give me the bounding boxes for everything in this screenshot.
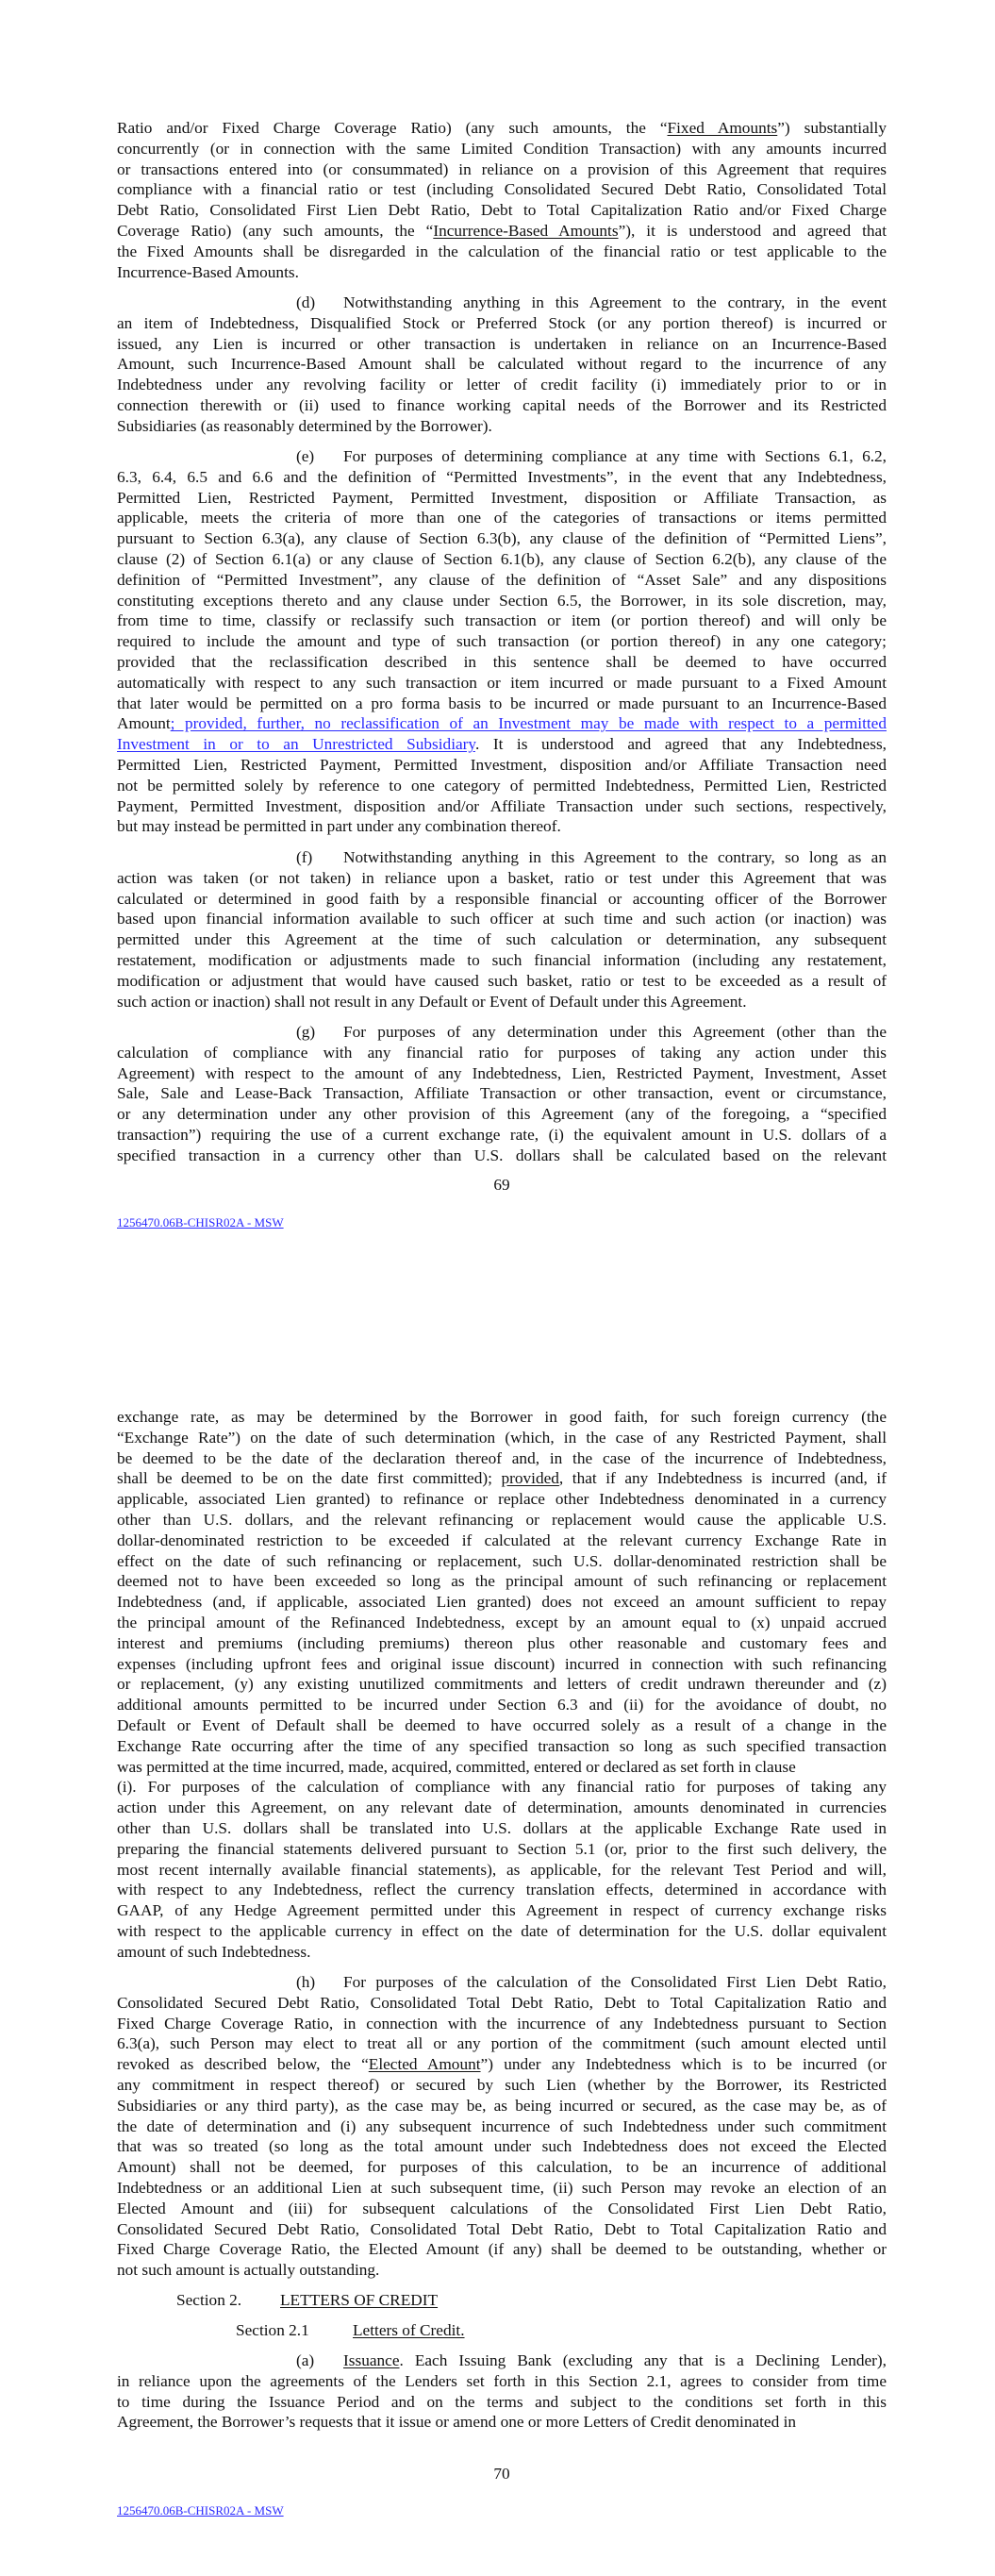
page-number: 69 [493, 1176, 510, 1194]
text-line [117, 1972, 887, 1993]
text-line [117, 611, 887, 631]
line-text: additional amounts permitted to be incurred under Section 6.3 and (ii) for the avoidance of doubt, no [117, 1696, 887, 1715]
text-line [117, 1063, 887, 1084]
line-text: issued, any Lien is incurred or other transaction is undertaken in reliance on an Incurrence-Based [117, 334, 887, 353]
line-text: . Each Issuing Bank (excluding any that is a Declining Lender), [399, 2351, 887, 2369]
line-text: to time during the Issuance Period and on the terms and subject to the conditions set forth in this [117, 2392, 887, 2411]
text-line [117, 395, 887, 416]
text-line [117, 796, 887, 817]
line-text: 6.3(a), such Person may elect to treat all or any portion of the commitment (such amount elected until [117, 2034, 887, 2053]
text-line [117, 159, 887, 180]
text-line [117, 950, 887, 971]
line-text: action under this Agreement, on any relevant date of determination, amounts denominated in currencies [117, 1798, 887, 1817]
text-line [117, 1736, 887, 1757]
text-line [117, 992, 887, 1012]
document-id-footer-link[interactable]: 1256470.06B-CHISR02A - MSW [117, 2503, 284, 2517]
line-text: Ratio and/or Fixed Charge Coverage Ratio) (any such amounts, the “ [117, 119, 668, 137]
text-line [117, 200, 887, 221]
text-line [117, 755, 887, 776]
line-text: or any determination under any other provision of this Agreement (any of the foregoing, a “specified [117, 1105, 887, 1124]
line-text: with respect to the applicable currency in effect on the date of determination for the U.S. dollar equivalent [117, 1921, 887, 1940]
line-text: ”) substantially [777, 119, 887, 137]
line-text: or transactions entered into (or consummated) in reliance on a provision of this Agreement that requires [117, 159, 887, 178]
paragraph-h [117, 1972, 887, 2281]
document-id-footer-link[interactable]: 1256470.06B-CHISR02A - MSW [117, 1215, 284, 1229]
text-line [117, 1654, 887, 1675]
text-line [117, 242, 887, 262]
section-number: Section 2.1 [236, 2321, 309, 2339]
line-text: based upon financial information available to such officer at such time and such action (or inaction) was [117, 910, 887, 928]
inserted-text-link[interactable]: ; provided, further, no reclassification of an Investment may be made with respect to a permitted [170, 714, 887, 733]
text-line [117, 446, 887, 467]
line-text: other than U.S. dollars shall be translated into U.S. dollars at the applicable Exchange Rate used in [117, 1818, 887, 1837]
text-line [117, 2178, 887, 2199]
line-text: applicable, meets the criteria of more than one of the categories of transactions or items permitted [117, 509, 887, 527]
line-text: Indebtedness (and, if applicable, associated Lien granted) does not exceed an amount sufficient to repay [117, 1593, 887, 1612]
line-text: For purposes of any determination under this Agreement (other than the [343, 1023, 887, 1041]
line-text: Consolidated Secured Debt Ratio, Consolidated Total Debt Ratio, Debt to Total Capitalization Ratio and [117, 2219, 887, 2238]
line-text: expenses (including upfront fees and original issue discount) incurred in connection with such refinancing [117, 1654, 887, 1673]
text-line [117, 1592, 887, 1613]
text-line [117, 2199, 887, 2219]
text-line [117, 1777, 887, 1798]
line-text: Notwithstanding anything in this Agreement to the contrary, so long as an [343, 848, 887, 866]
line-text: an item of Indebtedness, Disqualified Stock or Preferred Stock (or any portion thereof) is incurred or [117, 313, 887, 332]
text-line [117, 2157, 887, 2178]
text-line [117, 909, 887, 929]
line-text: Subsidiaries (as reasonably determined by the Borrower). [117, 416, 492, 435]
text-line [117, 179, 887, 200]
text-line [117, 1674, 887, 1695]
line-text: Permitted Lien, Restricted Payment, Permitted Investment, disposition or Affiliate Transaction, as [117, 488, 887, 507]
text-line [117, 1993, 887, 2014]
text-line [117, 1942, 887, 1963]
line-text: definition of “Permitted Investment”, any clause of the definition of “Asset Sale” and any dispositions [117, 570, 887, 589]
line-text: transaction”) requiring the use of a current exchange rate, (i) the equivalent amount in U.S. dollars of a [117, 1125, 887, 1144]
paragraph-continued [117, 1407, 887, 1963]
line-text: Elected Amount and (iii) for subsequent calculations of the Consolidated First Lien Debt Ratio, [117, 2199, 887, 2217]
line-text: Amount, such Incurrence-Based Amount shall be calculated without regard to the incurrence of any [117, 355, 887, 374]
line-text: not be permitted solely by reference to one category of permitted Indebtedness, Permitted Lien, Restricted [117, 776, 887, 795]
text-line [117, 591, 887, 611]
line-text: interest and premiums (including premiums) thereon plus other reasonable and customary fees and [117, 1633, 887, 1652]
line-text: Default or Event of Default shall be deemed to have occurred solely as a result of a change in the [117, 1715, 887, 1734]
line-text: constituting exceptions thereto and any clause under Section 6.5, the Borrower, in its sole discretion, may, [117, 591, 887, 610]
text-line [117, 549, 887, 570]
line-text: exchange rate, as may be determined by the Borrower in good faith, for such foreign currency (the [117, 1408, 887, 1426]
text-line [117, 1468, 887, 1489]
line-text: from time to time, classify or reclassify such transaction or item (or portion thereof) and will only be [117, 611, 887, 630]
line-text: Coverage Ratio) (any such amounts, the “ [117, 221, 434, 240]
paragraph-label: (d) [296, 293, 316, 311]
text-line [117, 2096, 887, 2116]
line-text: For purposes of the calculation of the Consolidated First Lien Debt Ratio, [343, 1973, 887, 1991]
line-text: Amount) shall not be deemed, for purposes of this calculation, to be an incurrence of additional [117, 2158, 887, 2177]
line-text: required to include the amount and type of such transaction (or portion thereof) in any one category; [117, 632, 887, 651]
line-text: not such amount is actually outstanding. [117, 2261, 380, 2280]
line-text: Sale, Sale and Lease-Back Transaction, Affiliate Transaction or other transaction, event or circumstance, [117, 1084, 887, 1103]
line-text: preparing the financial statements delivered pursuant to Section 5.1 (or, prior to the first such delivery, the [117, 1839, 887, 1858]
text-line [117, 1715, 887, 1736]
paragraph-label: (g) [296, 1023, 316, 1041]
text-line [117, 713, 887, 734]
line-text: clause (2) of Section 6.1(a) or any clause of Section 6.1(b), any clause of Section 6.2(b), any clause of the [117, 549, 887, 568]
text-line [117, 1818, 887, 1839]
line-text: Fixed Charge Coverage Ratio, the Elected Amount (if any) shall be deemed to be outstanding, whether or [117, 2240, 887, 2259]
line-text: Payment, Permitted Investment, disposition and/or Affiliate Transaction under such sections, respectively, [117, 796, 887, 815]
line-text: modification or adjustment that would have caused such basket, ratio or test to be exceeded as a result of [117, 971, 887, 990]
line-text: effect on the date of such refinancing or replacement, such U.S. dollar-denominated restriction shall be [117, 1551, 887, 1570]
text-line [117, 1571, 887, 1592]
text-line [117, 1880, 887, 1900]
line-text: that later would be permitted on a pro forma basis to be incurred or made pursuant to an Incurrence-Based [117, 694, 887, 712]
text-line [117, 868, 887, 889]
text-line [117, 2350, 887, 2371]
text-line [117, 1489, 887, 1510]
line-text: amount of such Indebtedness. [117, 1942, 311, 1961]
paragraph-continued [117, 118, 887, 282]
text-line [117, 1900, 887, 1921]
text-line [117, 2014, 887, 2034]
line-text: , that if any Indebtedness is incurred (and, if [558, 1469, 887, 1488]
line-text: GAAP, of any Hedge Agreement permitted under this Agreement in respect of currency exchange risks [117, 1901, 887, 1920]
text-line [117, 847, 887, 868]
line-text: most recent internally available financial statements), as applicable, for the relevant Test Period and will, [117, 1860, 887, 1879]
line-text: but may instead be permitted in part under any combination thereof. [117, 817, 561, 836]
text-line [117, 467, 887, 488]
line-text: ”), it is understood and agreed that [618, 221, 887, 240]
paragraph-label: (e) [296, 447, 315, 465]
line-text: calculated or determined in good faith by a responsible financial or accounting officer of the Borrower [117, 889, 887, 908]
text-line [117, 354, 887, 375]
text-line [117, 334, 887, 355]
text-line [117, 139, 887, 159]
line-text: or replacement, (y) any existing unutilized commitments and letters of credit undrawn thereunder and (z) [117, 1675, 887, 1694]
text-line [117, 652, 887, 673]
text-line [117, 221, 887, 242]
text-line [117, 1407, 887, 1428]
line-text: Fixed Charge Coverage Ratio, in connection with the incurrence of any Indebtedness pursuant to Section [117, 2014, 887, 2032]
line-text: with respect to any Indebtedness, reflect the currency translation effects, determined in accordance with [117, 1881, 887, 1899]
text-line [117, 1448, 887, 1469]
line-text: . It is understood and agreed that any Indebtedness, [474, 735, 887, 754]
text-line [117, 2219, 887, 2240]
line-text: automatically with respect to any such transaction or item incurred or made pursuant to a Fixed Amount [117, 673, 887, 692]
text-line [117, 488, 887, 509]
line-text: Indebtedness under any revolving facility or letter of credit facility (i) immediately prior to or in [117, 376, 887, 394]
text-line [117, 1860, 887, 1881]
line-text: Agreement) with respect to the amount of any Indebtedness, Lien, Restricted Payment, Investment, Asset [117, 1063, 887, 1082]
text-line [117, 2371, 887, 2392]
defined-term: Incurrence-Based Amounts [433, 221, 619, 240]
paragraph-f [117, 847, 887, 1012]
text-line [117, 1531, 887, 1551]
line-text: Indebtedness or an additional Lien at such subsequent time, (ii) such Person may revoke an election of an [117, 2178, 887, 2197]
text-line [117, 2239, 887, 2260]
section-title: Letters of Credit. [353, 2321, 465, 2339]
defined-term: Issuance [343, 2351, 400, 2369]
line-text: revoked as described below, the “ [117, 2055, 369, 2074]
text-line [117, 1695, 887, 1715]
text-line [117, 262, 887, 283]
line-text: Amount [117, 714, 171, 733]
text-line [117, 929, 887, 950]
text-line [117, 1921, 887, 1942]
text-line [117, 1551, 887, 1572]
line-text: dollar-denominated restriction to be exceeded if calculated at the relevant currency Exchange Rate in [117, 1531, 887, 1549]
text-line [117, 1613, 887, 1633]
text-line [117, 2075, 887, 2096]
line-text: provided that the reclassification described in this sentence shall be deemed to have occurred [117, 652, 887, 671]
line-text: ”) under any Indebtedness which is to be incurred (or [480, 2055, 887, 2074]
text-line [117, 570, 887, 591]
paragraph-g [117, 1022, 887, 1166]
text-line [117, 2260, 887, 2281]
text-line [117, 416, 887, 437]
line-text: action was taken (or not taken) in reliance upon a basket, ratio or test under this Agreement that was [117, 868, 887, 887]
text-line [117, 673, 887, 694]
line-text: that was so treated (so long as the total amount under such Indebtedness does not exceed the Elected [117, 2137, 887, 2156]
line-text: permitted under this Agreement at the time of such calculation or determination, any subsequent [117, 930, 887, 949]
text-line [117, 631, 887, 652]
text-line [117, 2116, 887, 2137]
line-text: specified transaction in a currency other than U.S. dollars shall be calculated based on the relevant [117, 1146, 887, 1164]
line-text: concurrently (or in connection with the same Limited Condition Transaction) with any amounts incurred [117, 139, 887, 158]
line-text: (i). For purposes of the calculation of compliance with any financial ratio for purposes of taking any [117, 1778, 887, 1797]
line-text: the principal amount of the Refinanced Indebtedness, except by an amount equal to (x) unpaid accrued [117, 1613, 887, 1631]
text-line [117, 1125, 887, 1146]
line-text: For purposes of determining compliance at any time with Sections 6.1, 6.2, [343, 447, 887, 465]
text-line [117, 528, 887, 549]
line-text: was permitted at the time incurred, made, acquired, committed, entered or declared as set forth in clause [117, 1757, 796, 1776]
line-text: deemed not to have been exceeded so long as the principal amount of such refinancing or replacement [117, 1572, 887, 1591]
text-line [117, 1757, 887, 1778]
line-text: such action or inaction) shall not result in any Default or Event of Default under this Agreement. [117, 992, 747, 1011]
inserted-text-link[interactable]: Investment in or to an Unrestricted Subsidiary [117, 735, 475, 754]
paragraph-d [117, 293, 887, 437]
text-line [117, 971, 887, 992]
text-line [117, 1510, 887, 1531]
text-line [117, 2136, 887, 2157]
text-line [117, 889, 887, 910]
text-line [117, 776, 887, 796]
line-text: Subsidiaries or any third party), as the case may be, as being incurred or secured, as the case may be, as of [117, 2096, 887, 2115]
line-text: Exchange Rate occurring after the time of any specified transaction so long as such specified transaction [117, 1736, 887, 1755]
defined-term: Fixed Amounts [667, 119, 778, 137]
text-line [117, 2054, 887, 2075]
text-line [117, 1633, 887, 1654]
page-number: 70 [493, 2465, 510, 2483]
text-line [117, 816, 887, 837]
line-text: pursuant to Section 6.3(a), any clause of Section 6.3(b), any clause of the definition of “Permitted Liens”, [117, 529, 887, 548]
line-text: restatement, modification or adjustments made to such financial information (including any restatement, [117, 950, 887, 969]
text-line [117, 2392, 887, 2413]
section-title: LETTERS OF CREDIT [280, 2291, 439, 2309]
line-text: calculation of compliance with any financial ratio for purposes of taking any action under this [117, 1043, 887, 1062]
text-line [117, 1083, 887, 1104]
text-line [117, 734, 887, 755]
paragraph-a [117, 2350, 887, 2433]
defined-term: provided [501, 1469, 559, 1488]
line-text: Consolidated Secured Debt Ratio, Consolidated Total Debt Ratio, Debt to Total Capitalization Ratio and [117, 1993, 887, 2012]
text-line [117, 1104, 887, 1125]
line-text: be deemed to be the date of the declaration thereof and, in the case of the incurrence of Indebtedness, [117, 1448, 887, 1467]
line-text: shall be deemed to be on the date first committed); [117, 1469, 502, 1488]
text-line [117, 118, 887, 139]
line-text: “Exchange Rate”) on the date of such determination (which, in the case of any Restricted Payment, shall [117, 1428, 887, 1447]
line-text: Incurrence-Based Amounts. [117, 262, 299, 281]
paragraph-label: (a) [296, 2351, 315, 2369]
line-text: applicable, associated Lien granted) to refinance or replace other Indebtedness denominated in a currency [117, 1490, 887, 1509]
text-line [117, 1043, 887, 1063]
text-line [117, 1022, 887, 1043]
line-text: other than U.S. dollars, and the relevant refinancing or replacement would cause the applicable U.S. [117, 1510, 887, 1529]
line-text: Agreement, the Borrower’s requests that it issue or amend one or more Letters of Credit denominated in [117, 2413, 797, 2432]
text-line [117, 2412, 887, 2433]
text-line [117, 375, 887, 395]
line-text: the date of determination and (i) any subsequent incurrence of such Indebtedness under such commitment [117, 2116, 887, 2135]
line-text: the Fixed Amounts shall be disregarded in the calculation of the financial ratio or test applicable to the [117, 242, 887, 260]
defined-term: Elected Amount [368, 2055, 481, 2074]
text-line [117, 1839, 887, 1860]
line-text: in reliance upon the agreements of the Lenders set forth in this Section 2.1, agrees to consider from time [117, 2371, 887, 2390]
line-text: any commitment in respect thereof) or secured by such Lien (whether by the Borrower, its Restricted [117, 2075, 887, 2094]
text-line [117, 313, 887, 334]
text-line [117, 508, 887, 528]
paragraph-e [117, 446, 887, 837]
text-line [117, 1798, 887, 1818]
text-line [117, 1146, 887, 1166]
line-text: Debt Ratio, Consolidated First Lien Debt Ratio, Debt to Total Capitalization Ratio and/or Fixed Charge [117, 201, 887, 220]
text-line [117, 1428, 887, 1448]
text-line [117, 694, 887, 714]
text-line [117, 293, 887, 313]
line-text: compliance with a financial ratio or test (including Consolidated Secured Debt Ratio, Consolidated Total [117, 180, 887, 199]
paragraph-label: (h) [296, 1973, 316, 1991]
line-text: Notwithstanding anything in this Agreement to the contrary, in the event [343, 293, 887, 311]
line-text: connection therewith or (ii) used to finance working capital needs of the Borrower and its Restricted [117, 395, 887, 414]
section-number: Section 2. [176, 2291, 242, 2309]
line-text: Permitted Lien, Restricted Payment, Permitted Investment, disposition and/or Affiliate Transaction need [117, 755, 887, 774]
text-line [117, 2033, 887, 2054]
line-text: 6.3, 6.4, 6.5 and 6.6 and the definition of “Permitted Investments”, in the event that any Indebtedness, [117, 467, 887, 486]
paragraph-label: (f) [296, 848, 313, 866]
